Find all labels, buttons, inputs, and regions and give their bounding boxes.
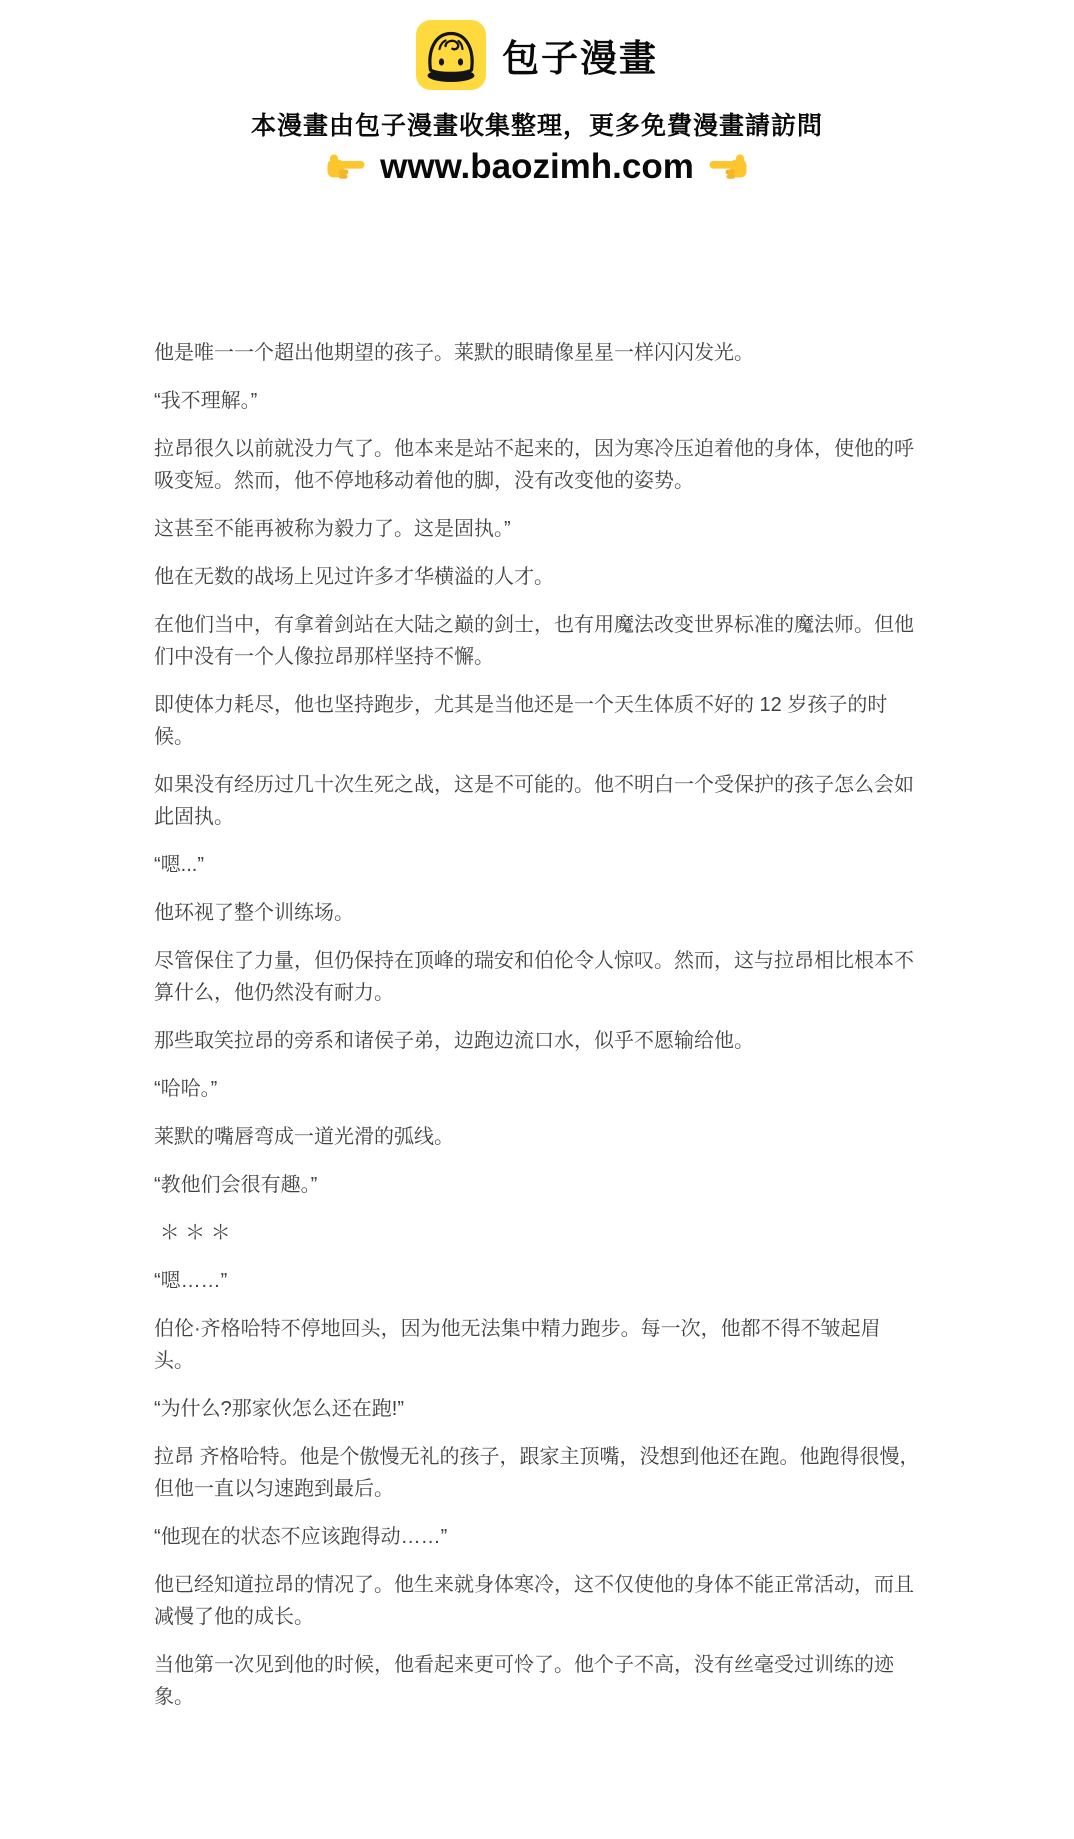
site-header [0,0,1074,187]
paragraph: 莱默的嘴唇弯成一道光滑的弧线。 [154,1126,454,1148]
credit-tagline: 本漫畫由包子漫畫收集整理，更多免費漫畫請訪問 [250,112,823,140]
paragraph: “嗯...” [154,854,204,876]
paragraph: 他已经知道拉昂的情况了。他生来就身体寒冷，这不仅使他的身体不能正常活动，而且减慢了他的成长。 [154,1574,914,1628]
brand-lockup [0,20,1074,90]
paragraph: 即使体力耗尽，他也坚持跑步，尤其是当他还是一个天生体质不好的 12 岁孩子的时候。 [154,694,888,748]
paragraph: 他在无数的战场上见过许多才华横溢的人才。 [154,566,554,588]
site-url-text: www.baozimh.com [380,147,694,186]
site-url-link[interactable] [0,147,1074,187]
paragraph: 这甚至不能再被称为毅力了。这是固执。” [154,518,511,540]
paragraph: 伯伦·齐格哈特不停地回头，因为他无法集中精力跑步。每一次，他都不得不皱起眉头。 [154,1318,881,1372]
chapter-text [154,337,920,1713]
paragraph: “嗯……” [154,1270,228,1292]
paragraph: 他环视了整个训练场。 [154,902,354,924]
paragraph: “我不理解。” [154,390,258,412]
paragraph: 在他们当中，有拿着剑站在大陆之巅的剑士，也有用魔法改变世界标准的魔法师。但他们中没有一个人像拉昂那样坚持不懈。 [154,614,914,668]
paragraph: 拉昂很久以前就没力气了。他本来是站不起来的，因为寒冷压迫着他的身体，使他的呼吸变短。然而，他不停地移动着他的脚，没有改变他的姿势。 [154,438,914,492]
pointing-left-icon [708,152,748,183]
baozi-logo-icon[interactable] [416,20,486,90]
paragraph: “哈哈。” [154,1078,218,1100]
paragraph: 他是唯一一个超出他期望的孩子。莱默的眼睛像星星一样闪闪发光。 [154,342,754,364]
bottom-whitespace [0,1729,1074,1839]
paragraph: 拉昂 齐格哈特。他是个傲慢无礼的孩子，跟家主顶嘴，没想到他还在跑。他跑得很慢，但他一直以匀速跑到最后。 [154,1446,920,1500]
paragraph: ＊ ＊ ＊ [154,1222,231,1244]
pointing-right-icon [326,152,366,183]
paragraph: “他现在的状态不应该跑得动……” [154,1526,448,1548]
paragraph: “为什么?那家伙怎么还在跑!” [154,1398,404,1420]
paragraph: 那些取笑拉昂的旁系和诸侯子弟，边跑边流口水，似乎不愿输给他。 [154,1030,754,1052]
paragraph: 当他第一次见到他的时候，他看起来更可怜了。他个子不高，没有丝毫受过训练的迹象。 [154,1654,894,1708]
paragraph: 尽管保住了力量，但仍保持在顶峰的瑞安和伯伦令人惊叹。然而，这与拉昂相比根本不算什么，他仍然没有耐力。 [154,950,914,1004]
paragraph: 如果没有经历过几十次生死之战，这是不可能的。他不明白一个受保护的孩子怎么会如此固执。 [154,774,914,828]
paragraph: “教他们会很有趣。” [154,1174,318,1196]
site-name: 包子漫畫 [502,38,658,79]
